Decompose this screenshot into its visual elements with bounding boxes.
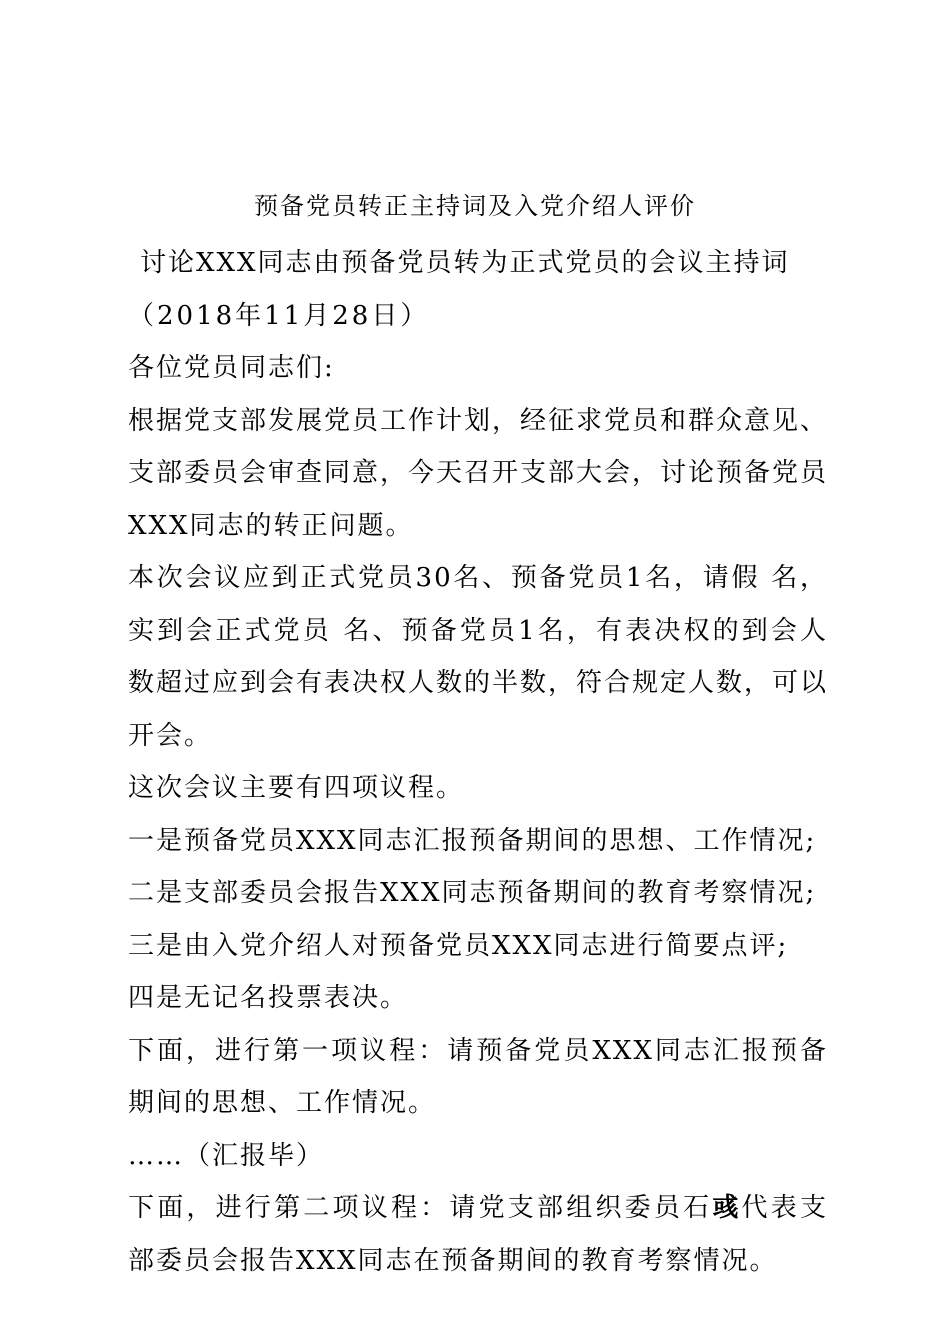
document-body (128, 237, 828, 1287)
agenda-item-2: 二是支部委员会报告XXX同志预备期间的教育考察情况; (128, 878, 817, 908)
paragraph-second-item (128, 1182, 828, 1287)
agenda-item-4: 四是无记名投票表决。 (128, 983, 409, 1013)
meeting-date: （2018年11月28日） (128, 300, 430, 331)
paragraph-report-done: ……（汇报毕） (128, 1140, 325, 1171)
paragraph-agenda-intro: 这次会议主要有四项议程。 (128, 773, 465, 803)
paragraph-intro: 根据党支部发展党员工作计划，经征求党员和群众意见、支部委员会审查同意，今天召开支部大会，讨论预备党员XXX同志的转正问题。 (128, 405, 829, 541)
agenda-item-3: 三是由入党介绍人对预备党员XXX同志进行简要点评; (128, 930, 789, 961)
paragraph-attendance: 本次会议应到正式党员30名、预备党员1名，请假 名，实到会正式党员 名、预备党员1名，有表决权的到会人数超过应到会有表决权人数的半数，符合规定人数，可以开会。 (128, 563, 829, 751)
agenda-item-1: 一是预备党员XXX同志汇报预备期间的思想、工作情况; (128, 825, 817, 856)
second-item-text-before: 下面，进行第二项议程：请党支部组织委员石 (128, 1193, 713, 1223)
document-subtitle: 讨论XXX同志由预备党员转为正式党员的会议主持词 (140, 248, 790, 278)
second-item-text-after: 代表支部委员会报告XXX同志在预备期间的教育考察情况。 (128, 1193, 828, 1276)
second-item-bold-char: 彧 (712, 1193, 742, 1223)
document-title: 预备党员转正主持词及入党介绍人评价 (254, 192, 696, 220)
paragraph-first-item: 下面，进行第一项议程：请预备党员XXX同志汇报预备期间的思想、工作情况。 (128, 1035, 828, 1118)
salutation: 各位党员同志们: (128, 353, 335, 383)
